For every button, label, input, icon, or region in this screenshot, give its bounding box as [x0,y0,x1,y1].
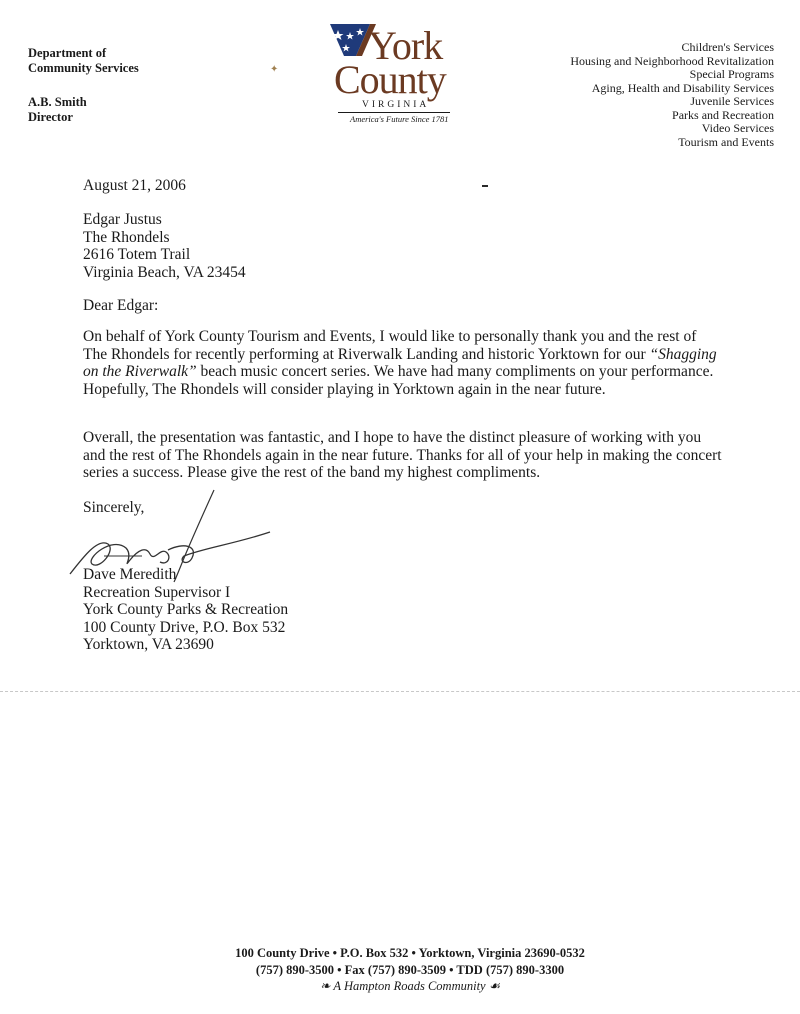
department-block [28,46,139,76]
service-item: Aging, Health and Disability Services [591,80,774,95]
service-item: Tourism and Events [678,134,774,149]
service-item: Special Programs [689,67,774,81]
ornament-left-icon: ❧ [320,979,334,993]
service-item: Housing and Neighborhood Revitalization [570,53,774,68]
logo-state-text: VIRGINIA [362,100,430,110]
paper-speck: ✦ [270,64,279,75]
director-block [28,95,87,125]
recipient-line: The Rhondels [83,228,170,246]
letter-date: August 21, 2006 [83,177,186,194]
ornament-right-icon: ☙ [485,979,500,993]
footer-tagline-text: A Hampton Roads Community [333,979,486,993]
services-list [570,41,774,149]
logo-rule [338,112,450,113]
recipient-line: Virginia Beach, VA 23454 [83,263,246,281]
footer-phones: (757) 890-3500 • Fax (757) 890-3509 • TDD (757) 890-3300 [255,963,565,977]
logo-county-text: County [334,57,446,102]
york-county-logo [326,20,456,128]
signer-address: 100 County Drive, P.O. Box 532 [83,618,286,636]
signer-department: York County Parks & Recreation [83,601,289,618]
signer-name: Dave Meredith [83,566,177,583]
director-name: A.B. Smith [28,95,87,109]
closing: Sincerely, [83,499,145,516]
recipient-line: Edgar Justus [83,211,162,228]
service-item: Parks and Recreation [672,107,774,122]
recipient-address [83,211,246,281]
service-item: Juvenile Services [690,94,774,108]
fold-line [0,691,800,692]
department-line: Community Services [28,61,139,75]
body-paragraph-2: Overall, the presentation was fantastic, and I hope to have the distinct pleasure of working with you and the rest of The Rhondels again in the near future. Thanks for all of your help in making the concert series a success. Please give the rest of the band my highest compliments. [83,429,722,481]
recipient-line: 2616 Totem Trail [83,246,191,263]
footer-tagline [0,978,800,994]
service-item: Video Services [701,121,774,135]
body-paragraph-1 [83,328,723,398]
para1-text-b: beach music concert series. We have had many compliments on your performance. Hopefully, The Rhondels will consider playing in Yorktown again in the near future. [83,363,714,398]
department-line: Department of [28,46,107,60]
signer-block [83,566,288,654]
stray-mark [482,185,488,187]
footer-address: 100 County Drive • P.O. Box 532 • Yorktown, Virginia 23690-0532 [235,946,585,960]
signer-title: Recreation Supervisor I [83,583,231,601]
director-title: Director [28,110,73,124]
para1-text-a: On behalf of York County Tourism and Events, I would like to personally thank you and the rest of The Rhondels for recently performing at Riverwalk Landing and historic Yorktown for our [83,328,697,363]
series-title: “Shagging on the Riverwalk” [83,345,717,380]
logo-york-text: York [368,23,443,68]
salutation: Dear Edgar: [83,297,159,314]
logo-tagline: America's Future Since 1781 [350,114,449,124]
signer-city: Yorktown, VA 23690 [83,636,214,653]
service-item: Children's Services [681,40,774,54]
